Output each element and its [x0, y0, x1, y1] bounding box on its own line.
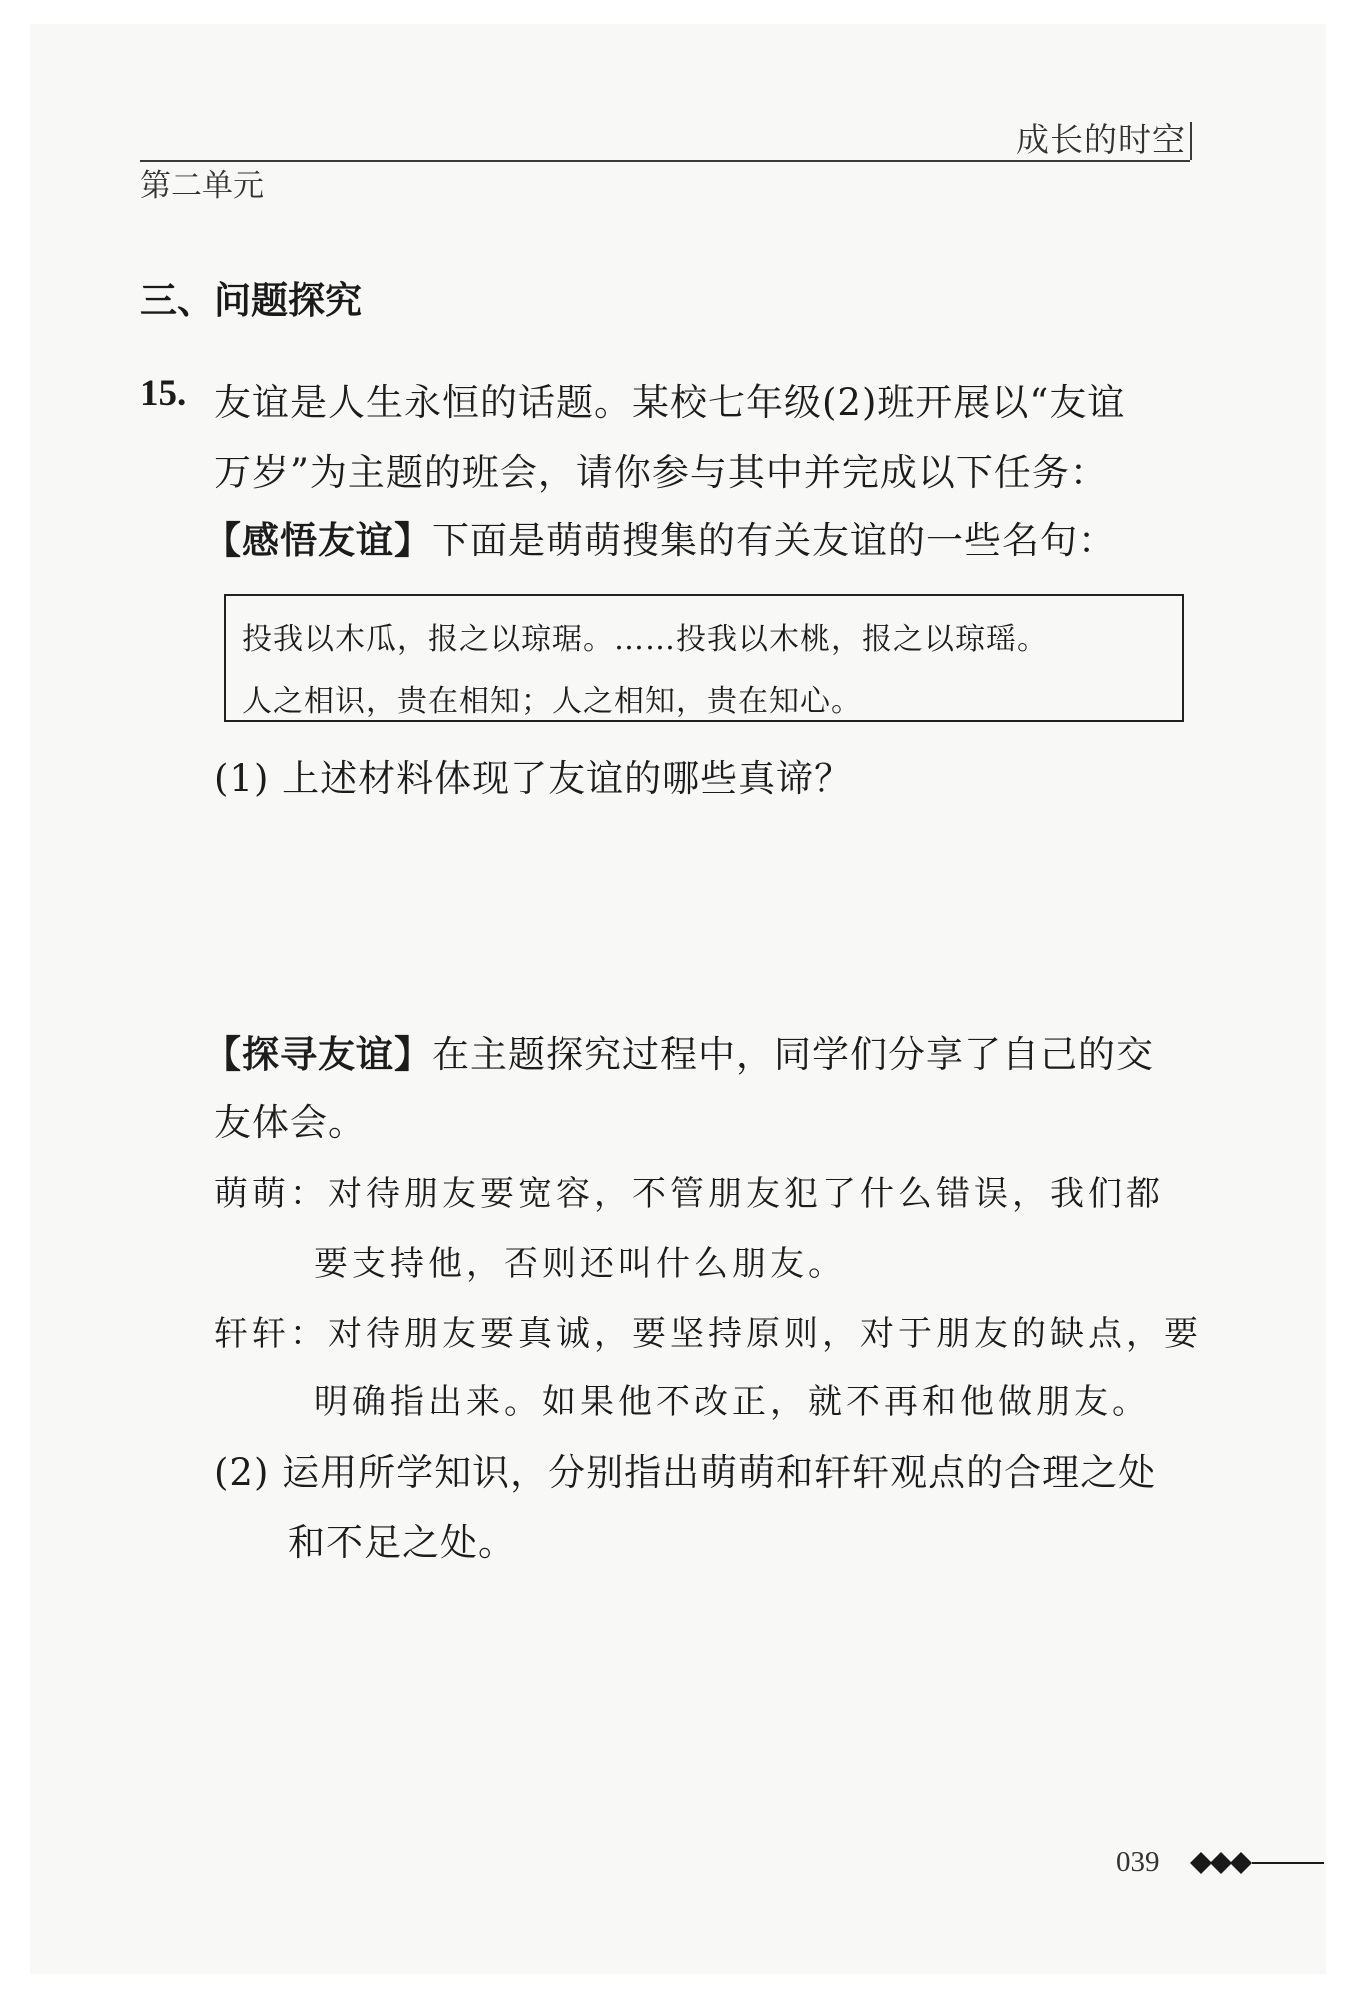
three-diamonds-ornament-icon — [1190, 1850, 1326, 1876]
unit-label: 第二单元 — [140, 168, 264, 204]
book-title: 成长的时空 — [1016, 120, 1186, 159]
sub-question-2-line1: (2) 运用所学知识，分别指出萌萌和轩轩观点的合理之处 — [214, 1451, 1157, 1494]
mengmeng-view-line1: 萌萌：对待朋友要宽容，不管朋友犯了什么错误，我们都 — [214, 1174, 1164, 1214]
header-rule — [140, 160, 1190, 162]
part1-heading: 【感悟友谊】 — [204, 519, 432, 562]
part2-heading: 【探寻友谊】 — [204, 1033, 432, 1076]
question-number: 15. — [140, 373, 187, 414]
xuanxuan-view-line2: 明确指出来。如果他不改正，就不再和他做朋友。 — [314, 1382, 1150, 1422]
part1-line — [204, 510, 1116, 564]
section-title: 三、问题探究 — [140, 279, 362, 322]
sub-question-2-line2: 和不足之处。 — [288, 1521, 516, 1564]
xuanxuan-view-line1: 轩轩：对待朋友要真诚，要坚持原则，对于朋友的缺点，要 — [214, 1314, 1202, 1354]
sub-question-1: (1) 上述材料体现了友谊的哪些真谛？ — [214, 757, 853, 800]
part2-line1 — [204, 1024, 1154, 1078]
part2-text-line1: 在主题探究过程中，同学们分享了自己的交 — [432, 1033, 1154, 1076]
header-tick — [1190, 122, 1192, 160]
part2-text-line2: 友体会。 — [214, 1101, 366, 1144]
quotes-box — [224, 594, 1184, 722]
part1-text: 下面是萌萌搜集的有关友谊的一些名句： — [432, 519, 1116, 562]
question-intro-line2: 万岁”为主题的班会，请你参与其中并完成以下任务： — [214, 451, 1108, 494]
quote-line-1: 投我以木瓜，报之以琼琚。……投我以木桃，报之以琼瑶。 — [242, 622, 1048, 657]
mengmeng-view-line2: 要支持他，否则还叫什么朋友。 — [314, 1244, 846, 1284]
question-intro-line1: 友谊是人生永恒的话题。某校七年级(2)班开展以“友谊 — [214, 381, 1126, 424]
page-number: 039 — [1116, 1846, 1160, 1878]
quote-line-2: 人之相识，贵在相知；人之相知，贵在知心。 — [242, 684, 862, 719]
